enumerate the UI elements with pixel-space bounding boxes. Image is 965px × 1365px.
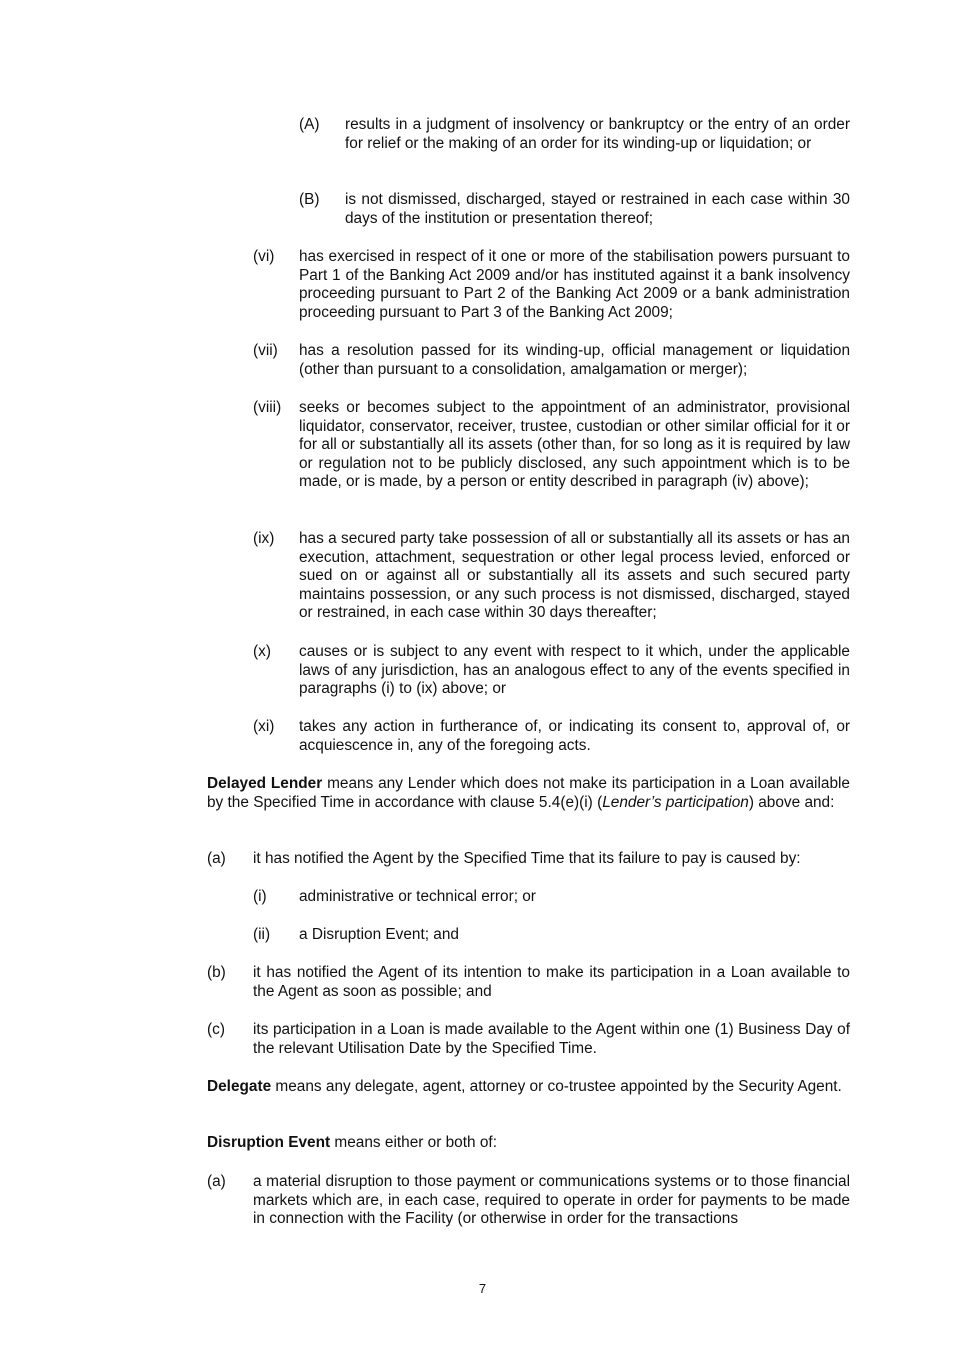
item-text: seeks or becomes subject to the appointment of an administrator, provisional liquidator, conservator, receiver, trustee, custodian or other similar official for it or for all or substantially all its assets (other than, for so long as it is required by law or regulation not to be publicly disclosed, any such appointment which is to be made, or is made, by a person or entity described in paragraph (iv) above);: [299, 399, 850, 491]
item-label: (a): [207, 850, 226, 867]
item-label: (vi): [253, 248, 275, 265]
item-label: (a): [207, 1173, 226, 1190]
defined-term: Disruption Event: [207, 1134, 331, 1151]
item-label: (B): [299, 191, 320, 208]
list-item-x: [253, 643, 850, 699]
definition-text: means either or both of:: [330, 1134, 497, 1151]
item-label: (x): [253, 643, 271, 660]
list-item-A: [299, 116, 850, 153]
item-label: (viii): [253, 399, 282, 416]
item-text: has a resolution passed for its winding-up, official management or liquidation (other than pursuant to a consolidation, amalgamation or merger);: [299, 342, 850, 378]
item-text: takes any action in furtherance of, or indicating its consent to, approval of, or acquiescence in, any of the foregoing acts.: [299, 718, 850, 754]
list-item-delayed-ii: [253, 926, 850, 945]
definition-text: means any delegate, agent, attorney or co-trustee appointed by the Security Agent.: [271, 1078, 842, 1095]
list-item-delayed-i: [253, 888, 850, 907]
list-item-delayed-a: [207, 850, 850, 869]
item-label: (ix): [253, 530, 275, 547]
definition-delegate: [207, 1078, 850, 1097]
list-item-disruption-a: [207, 1173, 850, 1229]
definition-text: ) above and:: [748, 793, 835, 811]
item-text: causes or is subject to any event with respect to it which, under the applicable laws of any jurisdiction, has an analogous effect to any of the events specified in paragraphs (i) to (ix) above; or: [299, 643, 850, 698]
definition-disruption-event: [207, 1134, 850, 1153]
item-label: (c): [207, 1021, 225, 1038]
item-label: (vii): [253, 342, 278, 359]
item-label: (A): [299, 116, 320, 133]
list-item-delayed-c: [207, 1021, 850, 1058]
list-item-B: [299, 191, 850, 228]
item-text: has a secured party take possession of all or substantially all its assets or has an execution, attachment, sequestration or other legal process levied, enforced or sued on or against all or substantially all its assets and such secured party maintains possession, or any such process is not dismissed, discharged, stayed or restrained, in each case within 30 days thereafter;: [299, 530, 850, 622]
list-item-xi: [253, 718, 850, 755]
list-item-vi: [253, 248, 850, 322]
item-text: administrative or technical error; or: [299, 888, 536, 905]
item-text: it has notified the Agent of its intention to make its participation in a Loan available to the Agent as soon as possible; and: [253, 964, 850, 1000]
item-text: a Disruption Event; and: [299, 926, 459, 943]
item-label: (ii): [253, 926, 271, 943]
defined-term: Delayed Lender: [207, 775, 323, 792]
list-item-vii: [253, 342, 850, 379]
item-text: its participation in a Loan is made available to the Agent within one (1) Business Day of the relevant Utilisation Date by the Specified Time.: [253, 1021, 850, 1057]
item-text: results in a judgment of insolvency or bankruptcy or the entry of an order for relief or the making of an order for its winding-up or liquidation; or: [345, 116, 850, 152]
definition-delayed-lender: [207, 775, 850, 812]
item-text: has exercised in respect of it one or more of the stabilisation powers pursuant to Part 1 of the Banking Act 2009 and/or has instituted against it a bank insolvency proceeding pursuant to Part 2 of the Banking Act 2009 or a bank administration proceeding pursuant to Part 3 of the Banking Act 2009;: [299, 248, 850, 321]
list-item-delayed-b: [207, 964, 850, 1001]
list-item-viii: [253, 399, 850, 492]
defined-term: Delegate: [207, 1078, 272, 1095]
item-text: is not dismissed, discharged, stayed or restrained in each case within 30 days of the institution or presentation thereof;: [345, 191, 850, 227]
item-label: (b): [207, 964, 226, 981]
item-label: (xi): [253, 718, 275, 735]
list-item-ix: [253, 530, 850, 623]
item-label: (i): [253, 888, 267, 905]
item-text: it has notified the Agent by the Specified Time that its failure to pay is caused by:: [253, 850, 801, 867]
cross-reference: Lender’s participation: [602, 793, 749, 811]
item-text: a material disruption to those payment or communications systems or to those financial markets which are, in each case, required to operate in order for payments to be made in connection with the Facility (or otherwise in order for the transactions: [253, 1173, 850, 1228]
page-number: 7: [478, 1281, 487, 1296]
definition-text: means any Lender which does not make its participation in a Loan available by the Specified Time in accordance with clause 5.4(e)(i) (: [207, 775, 850, 811]
